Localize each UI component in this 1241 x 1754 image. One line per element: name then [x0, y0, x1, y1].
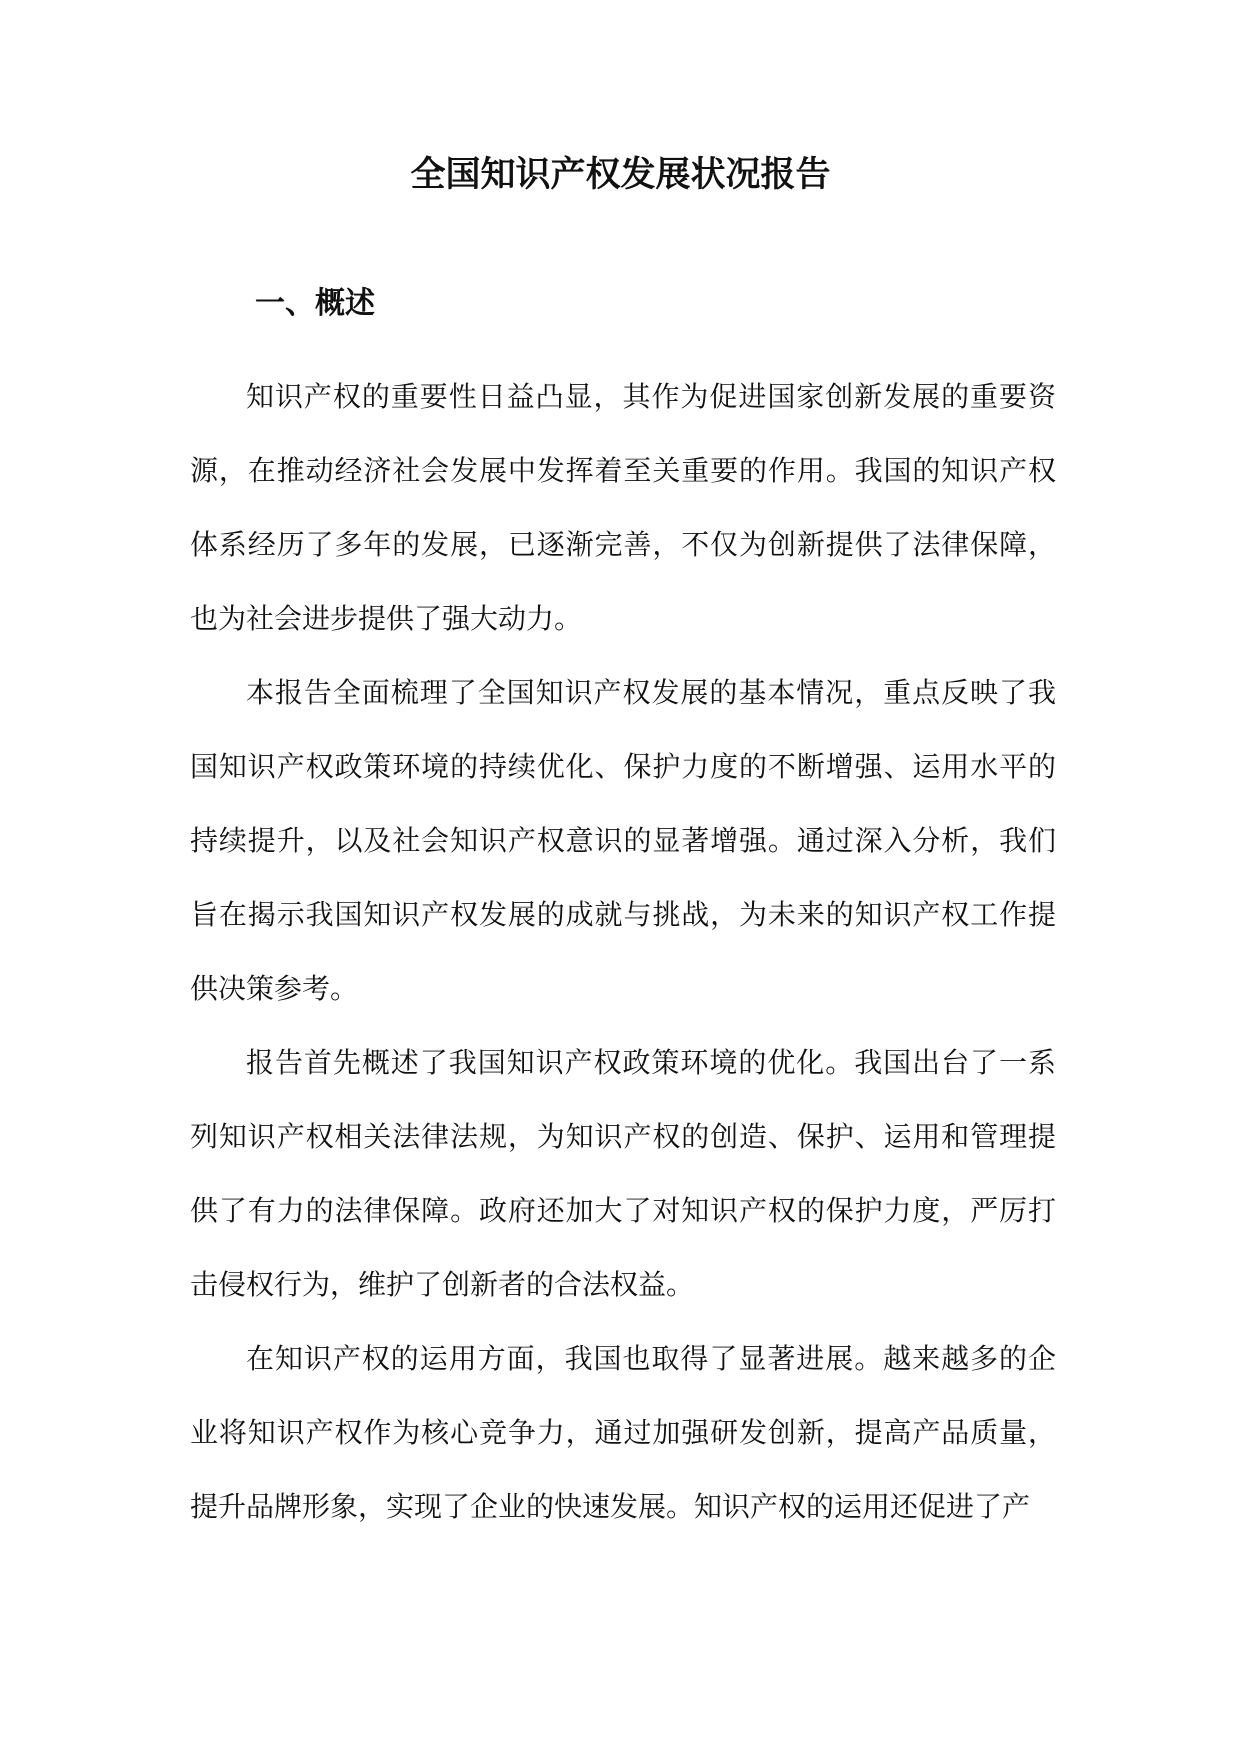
section-heading: 一、概述	[255, 286, 375, 321]
paragraph: 在知识产权的运用方面，我国也取得了显著进展。越来越多的企业将知识产权作为核心竞争力，通过加强研发创新，提高产品质量，提升品牌形象，实现了企业的快速发展。知识产权的运用还促进了产	[190, 1342, 1056, 1523]
page-title: 全国知识产权发展状况报告	[410, 154, 831, 195]
paragraph: 知识产权的重要性日益凸显，其作为促进国家创新发展的重要资源，在推动经济社会发展中发挥着至关重要的作用。我国的知识产权体系经历了多年的发展，已逐渐完善，不仅为创新提供了法律保障，也为社会进步提供了强大动力。	[190, 380, 1056, 635]
paragraph: 本报告全面梳理了全国知识产权发展的基本情况，重点反映了我国知识产权政策环境的持续优化、保护力度的不断增强、运用水平的持续提升，以及社会知识产权意识的显著增强。通过深入分析，我们旨在揭示我国知识产权发展的成就与挑战，为未来的知识产权工作提供决策参考。	[190, 676, 1056, 1005]
body-text	[190, 360, 1056, 1544]
paragraph: 报告首先概述了我国知识产权政策环境的优化。我国出台了一系列知识产权相关法律法规，为知识产权的创造、保护、运用和管理提供了有力的法律保障。政府还加大了对知识产权的保护力度，严厉打击侵权行为，维护了创新者的合法权益。	[190, 1046, 1056, 1301]
